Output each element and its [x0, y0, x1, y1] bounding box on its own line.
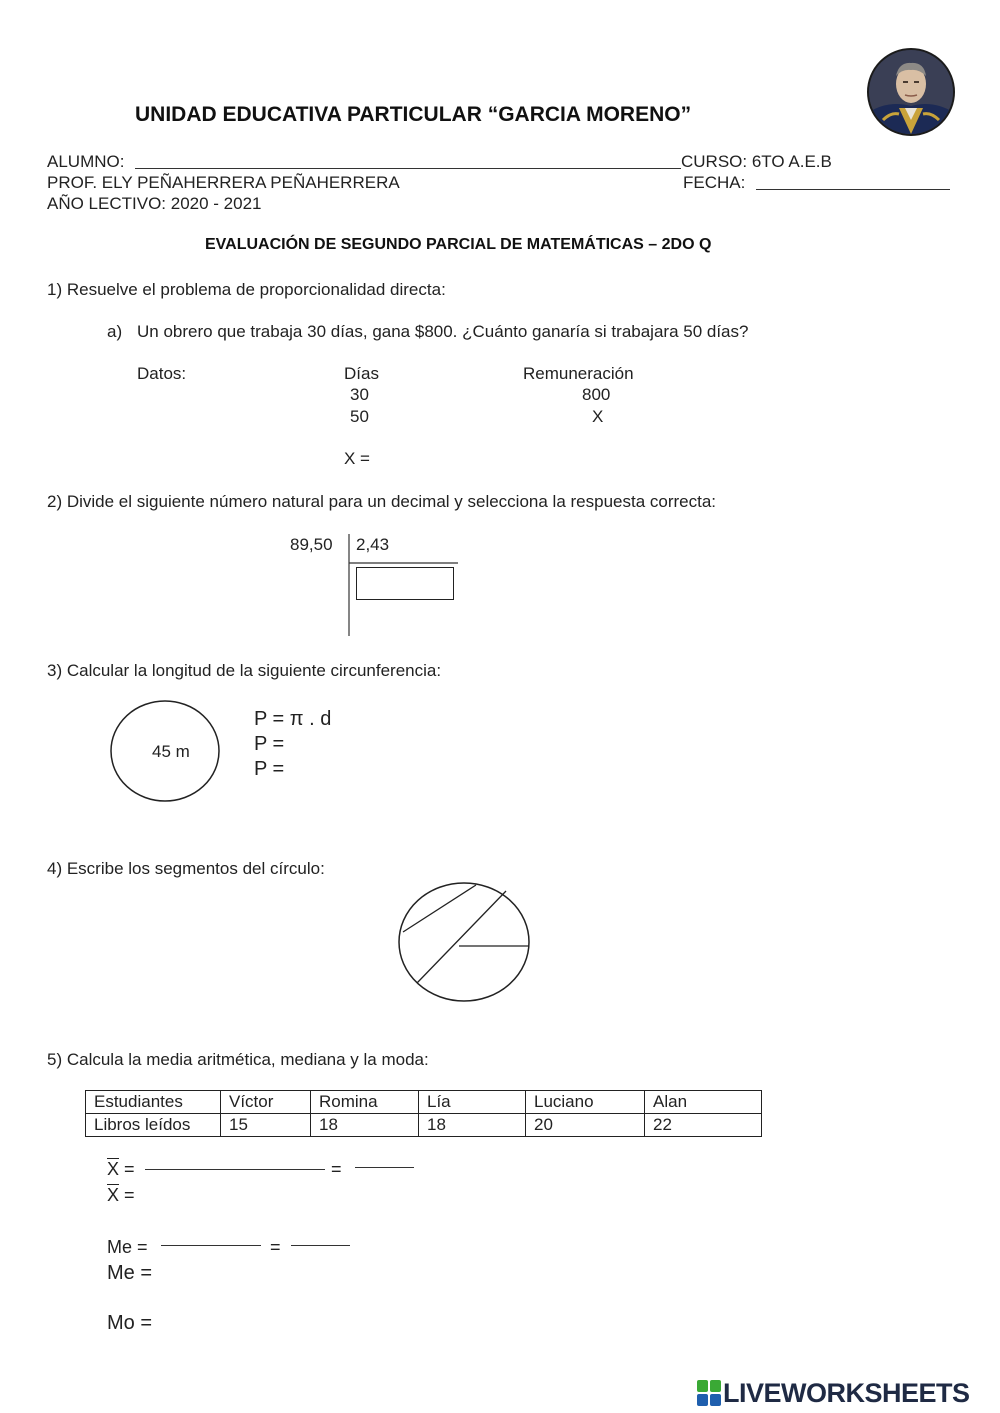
q3-circle-label: 45 m — [152, 742, 190, 761]
table-cell: 20 — [526, 1114, 645, 1137]
q1-dias-2: 50 — [350, 407, 369, 426]
school-title: UNIDAD EDUCATIVA PARTICULAR “GARCIA MORENO” — [135, 103, 692, 126]
median-label-2: Me = — [107, 1262, 153, 1284]
median-label-1: Me = — [107, 1237, 148, 1257]
q1-prompt: 1) Resuelve el problema de proporcionalidad directa: — [47, 280, 446, 299]
mean-numerator-line[interactable] — [145, 1169, 325, 1170]
q2-dividend: 89,50 — [290, 535, 333, 554]
liveworksheets-mark-icon — [697, 1380, 721, 1406]
table-cell: 15 — [221, 1114, 311, 1137]
anio-lectivo-text: AÑO LECTIVO: 2020 - 2021 — [47, 194, 262, 213]
q3-line-2: P = — [254, 733, 285, 755]
table-cell: Alan — [645, 1091, 762, 1114]
table-cell: Luciano — [526, 1091, 645, 1114]
table-cell: Libros leídos — [86, 1114, 221, 1137]
fecha-input-line[interactable] — [756, 189, 950, 190]
table-cell: 18 — [419, 1114, 526, 1137]
portrait-illustration — [869, 50, 953, 134]
alumno-input-line[interactable] — [135, 168, 681, 169]
q3-formula: P = π . d — [254, 708, 332, 730]
profesor-text: PROF. ELY PEÑAHERRERA PEÑAHERRERA — [47, 173, 400, 192]
mean-symbol: $\overline{X}$ — [107, 1159, 120, 1179]
q4-diameter — [417, 891, 506, 983]
q1-item-text: Un obrero que trabaja 30 días, gana $800. ¿Cuánto ganaría si trabajara 50 días? — [137, 322, 749, 341]
liveworksheets-text: LIVEWORKSHEETS — [723, 1378, 970, 1408]
q4-prompt: 4) Escribe los segmentos del círculo: — [47, 859, 325, 878]
median-numerator-line[interactable] — [161, 1245, 261, 1246]
curso-text: CURSO: 6TO A.E.B — [681, 152, 832, 171]
q1-col-remuneracion: Remuneración — [523, 364, 634, 383]
q2-answer-box[interactable] — [356, 567, 454, 600]
q2-divisor: 2,43 — [356, 535, 390, 554]
exam-title: EVALUACIÓN DE SEGUNDO PARCIAL DE MATEMÁTICAS – 2DO Q — [205, 236, 712, 253]
median-result-line[interactable] — [291, 1245, 350, 1246]
mean-result-line[interactable] — [355, 1167, 414, 1168]
mean-equals-3: = — [124, 1185, 135, 1205]
median-equals: = — [270, 1237, 281, 1257]
q5-data-table — [85, 1090, 762, 1137]
q5-prompt: 5) Calcula la media aritmética, mediana y la moda: — [47, 1050, 429, 1069]
q2-prompt: 2) Divide el siguiente número natural para un decimal y selecciona la respuesta correcta: — [47, 492, 717, 511]
q1-answer-field[interactable] — [380, 465, 580, 466]
mode-label: Mo = — [107, 1312, 153, 1334]
table-cell: Lía — [419, 1091, 526, 1114]
portrait-image — [867, 48, 955, 136]
q1-datos-label: Datos: — [137, 364, 187, 383]
q3-line-3: P = — [254, 758, 285, 780]
mean-equals-1: = — [124, 1159, 135, 1179]
q1-dias-1: 30 — [350, 385, 369, 404]
q3-prompt: 3) Calcular la longitud de la siguiente circunferencia: — [47, 661, 442, 680]
q1-rem-2: X — [592, 407, 604, 426]
q4-circle-diagram — [396, 880, 534, 1006]
table-cell: Víctor — [221, 1091, 311, 1114]
mean-symbol-2: $\overline{X}$ — [107, 1185, 120, 1205]
q1-x-eq: X = — [344, 449, 370, 468]
table-cell: 18 — [311, 1114, 419, 1137]
q4-chord — [403, 885, 476, 932]
q1-col-dias: Días — [344, 364, 379, 383]
table-row — [86, 1091, 762, 1114]
table-cell: 22 — [645, 1114, 762, 1137]
fecha-label: FECHA: — [683, 173, 746, 192]
mean-equals-2: = — [331, 1159, 342, 1179]
table-cell: Romina — [311, 1091, 419, 1114]
q1-item-letter: a) — [107, 322, 123, 341]
alumno-label: ALUMNO: — [47, 152, 125, 171]
table-cell: Estudiantes — [86, 1091, 221, 1114]
table-row — [86, 1114, 762, 1137]
mean-row-2 — [107, 1186, 135, 1204]
mean-row-1 — [107, 1160, 135, 1178]
q1-rem-1: 800 — [582, 385, 611, 404]
